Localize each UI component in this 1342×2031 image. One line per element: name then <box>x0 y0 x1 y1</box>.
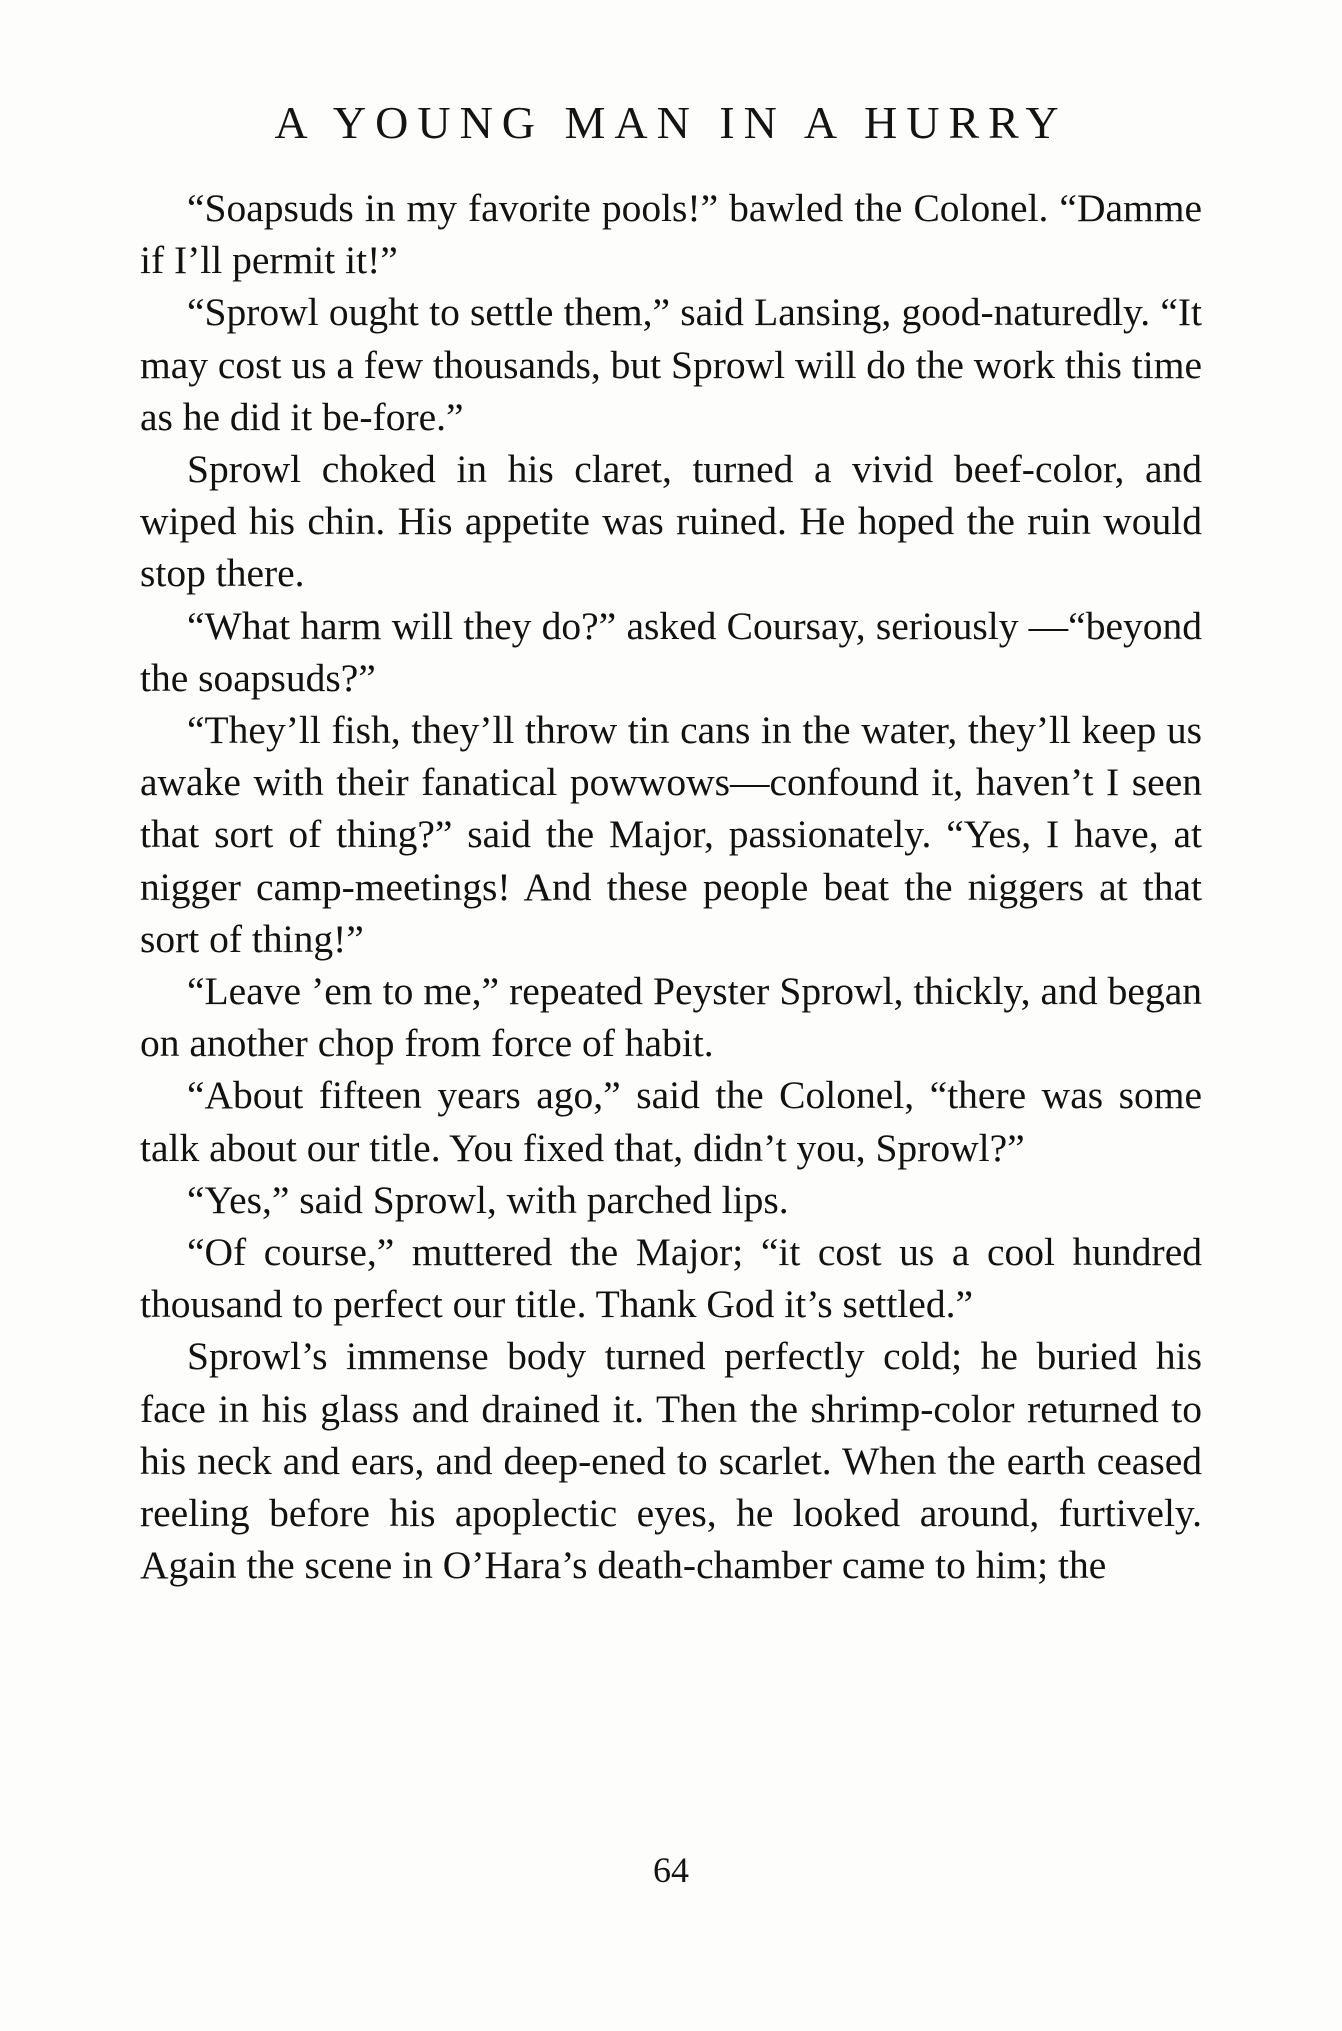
body-text <box>140 182 1202 1591</box>
paragraph-9: “Of course,” muttered the Major; “it cost us a cool hundred thousand to perfect our title. Thank God it’s settled.” <box>140 1230 1202 1327</box>
paragraph-5: “They’ll fish, they’ll throw tin cans in the water, they’ll keep us awake with their fanatical powwows—confound it, haven’t I seen that sort of thing?” said the Major, passionately. “Yes, I have, at nigger camp-meetings! And these people beat the niggers at that sort of thing!” <box>140 708 1202 961</box>
paragraph-1: “Soapsuds in my favorite pools!” bawled the Colonel. “Damme if I’ll permit it!” <box>140 186 1202 283</box>
paragraph-4: “What harm will they do?” asked Coursay, seriously —“beyond the soapsuds?” <box>140 603 1202 700</box>
paragraph-7: “About fifteen years ago,” said the Colonel, “there was some talk about our title. You fixed that, didn’t you, Sprowl?” <box>140 1073 1202 1170</box>
paragraph-8: “Yes,” said Sprowl, with parched lips. <box>187 1177 789 1222</box>
paragraph-3: Sprowl choked in his claret, turned a vivid beef-color, and wiped his chin. His appetite was ruined. He hoped the ruin would stop there. <box>140 447 1202 596</box>
paragraph-2: “Sprowl ought to settle them,” said Lansing, good-naturedly. “It may cost us a few thousands, but Sprowl will do the work this time as he did it be-fore.” <box>140 290 1203 439</box>
page-number: 64 <box>653 1850 689 1890</box>
running-head-title: A YOUNG MAN IN A HURRY <box>274 97 1068 148</box>
paragraph-6: “Leave ’em to me,” repeated Peyster Sprowl, thickly, and began on another chop from force of habit. <box>140 969 1202 1066</box>
paragraph-10: Sprowl’s immense body turned perfectly cold; he buried his face in his glass and drained it. Then the shrimp-color returned to his neck and ears, and deep-ened to scarlet. When the earth ceased reeling before his apoplectic eyes, he looked around, furtively. Again the scene in O’Hara’s death-chamber came to him; the <box>140 1334 1202 1588</box>
